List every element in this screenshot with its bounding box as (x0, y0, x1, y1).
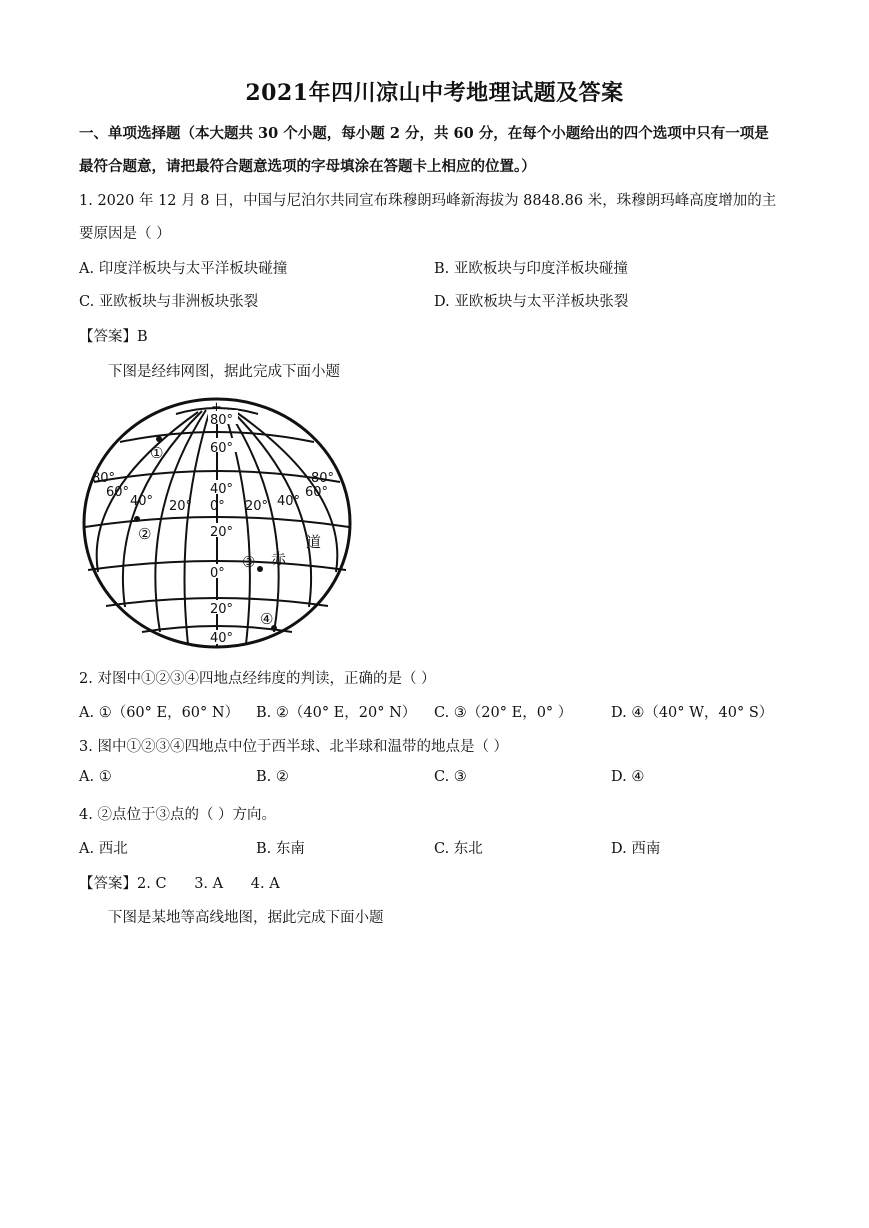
point-2-dot (134, 516, 140, 522)
lon-label-60w: 60° (106, 485, 130, 500)
lon-label-40e: 40° (277, 494, 301, 509)
lat-label-40s: 40° (210, 631, 234, 646)
question-3-option-a: A. ① (79, 769, 112, 785)
question-2-option-c: C. ③（20° E，0° ） (434, 705, 573, 721)
question-1-answer: 【答案】B (79, 329, 148, 345)
question-1-stem-line1: 1. 2020 年 12 月 8 日，中国与尼泊尔共同宣布珠穆朗玛峰新海拔为 8848.86 米，珠穆朗玛峰高度增加的主 (79, 193, 777, 209)
lat-label-20n: 20° (210, 525, 234, 540)
latitude-longitude-globe-figure (80, 392, 355, 650)
lon-label-20w: 20° (169, 499, 193, 514)
section-heading-line2: 最符合题意，请把最符合题意选项的字母填涂在答题卡上相应的位置。） (79, 158, 536, 175)
question-2-option-a: A. ①（60° E，60° N） (79, 705, 240, 721)
page-title: 2021年四川凉山中考地理试题及答案 (245, 80, 624, 106)
intro-contour-map: 下图是某地等高线地图，据此完成下面小题 (108, 910, 384, 926)
point-2-label: ② (138, 525, 152, 543)
north-pole-mark: + (211, 400, 222, 415)
question-4-option-a: A. 西北 (79, 841, 128, 857)
lat-label-0: 0° (210, 566, 225, 581)
point-1-dot (156, 436, 162, 442)
questions-2-4-answer: 【答案】2. C 3. A 4. A (79, 876, 280, 892)
point-4-label: ④ (260, 610, 274, 628)
section-heading-line1: 一、单项选择题（本大题共 30 个小题，每小题 2 分，共 60 分，在每个小题给出的四个选项中只有一项是 (79, 125, 769, 142)
lat-label-80n: 80° (210, 413, 234, 428)
question-2-option-b: B. ②（40° E，20° N） (256, 705, 417, 721)
question-3-option-d: D. ④ (611, 769, 645, 785)
lon-label-60e: 60° (305, 485, 329, 500)
lat-label-60n: 60° (210, 441, 234, 456)
equator-char-2: 道 (306, 533, 322, 551)
point-3-label: ③ (242, 553, 256, 571)
question-3-option-b: B. ② (256, 769, 289, 785)
question-1-option-c: C. 亚欧板块与非洲板块张裂 (79, 294, 259, 310)
equator-char-1: 赤 (271, 550, 287, 568)
lon-label-80w: 80° (92, 471, 116, 486)
question-1-option-a: A. 印度洋板块与太平洋板块碰撞 (79, 261, 288, 277)
question-4-option-b: B. 东南 (256, 841, 305, 857)
point-1-label: ① (150, 444, 164, 462)
question-2-option-d: D. ④（40° W，40° S） (611, 705, 774, 721)
longitude-20w (184, 410, 210, 644)
question-4-option-c: C. 东北 (434, 841, 483, 857)
question-1-stem-line2: 要原因是（ ） (79, 226, 171, 242)
intro-globe: 下图是经纬网图，据此完成下面小题 (108, 364, 340, 380)
lon-label-40w: 40° (130, 494, 154, 509)
question-3-option-c: C. ③ (434, 769, 467, 785)
lon-label-0: 0° (210, 499, 225, 514)
question-2-stem: 2. 对图中①②③④四地点经纬度的判读，正确的是（ ） (79, 671, 436, 687)
lat-label-40n: 40° (210, 482, 234, 497)
question-1-option-d: D. 亚欧板块与太平洋板块张裂 (434, 294, 629, 310)
lon-label-20e: 20° (245, 499, 269, 514)
question-1-option-b: B. 亚欧板块与印度洋板块碰撞 (434, 261, 628, 277)
question-4-option-d: D. 西南 (611, 841, 661, 857)
point-3-dot (257, 566, 263, 572)
question-4-stem: 4. ②点位于③点的（ ）方向。 (79, 807, 277, 823)
question-3-stem: 3. 图中①②③④四地点中位于西半球、北半球和温带的地点是（ ） (79, 739, 509, 755)
lat-label-20s: 20° (210, 602, 234, 617)
lon-label-80e: 80° (311, 471, 335, 486)
